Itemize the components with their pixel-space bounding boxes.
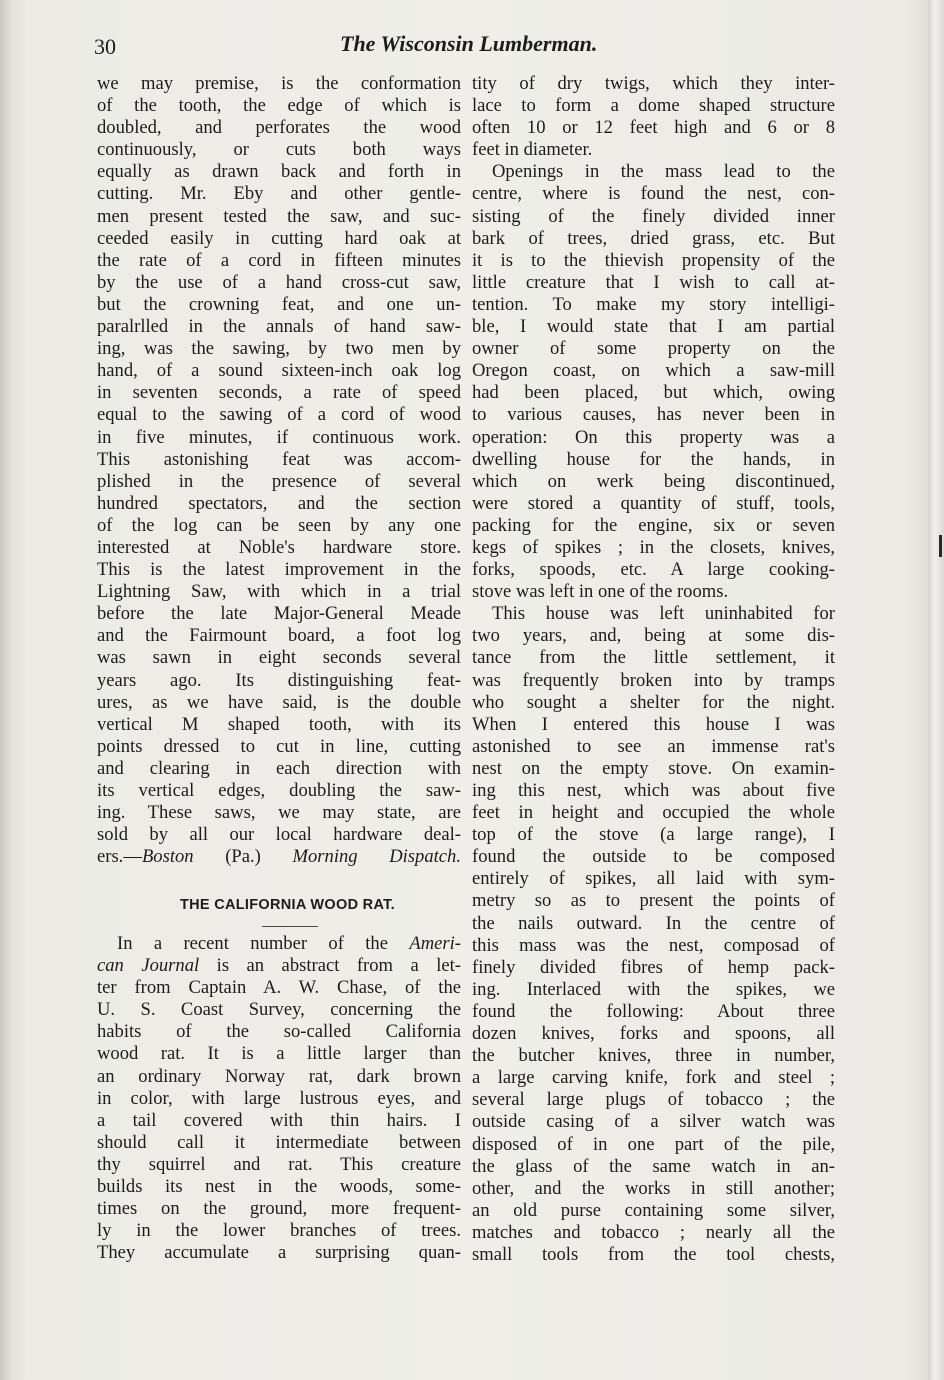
text-line: This house was left uninhabited for <box>492 603 835 625</box>
text-line: cutting. Mr. Eby and other gentle- <box>97 183 461 205</box>
text-line: vertical M shaped tooth, with its <box>97 713 461 735</box>
text-line: a large carving knife, fork and steel ; <box>472 1067 835 1089</box>
text-line: other, and the works in still another; <box>472 1177 835 1199</box>
text-line: U. S. Coast Survey, concerning the <box>97 999 461 1021</box>
text-line: an ordinary Norway rat, dark brown <box>97 1065 461 1087</box>
text-line: doubled, and perforates the wood <box>97 117 461 139</box>
text-line: packing for the engine, six or seven <box>472 514 835 536</box>
text-line: were stored a quantity of stuff, tools, <box>472 492 835 514</box>
edge-mark <box>939 535 942 557</box>
text-line: lace to form a dome shaped structure <box>472 95 835 117</box>
page-header <box>0 28 944 68</box>
text-line: paralrlled in the annals of hand saw- <box>97 316 461 338</box>
text-line: years ago. Its distinguishing feat- <box>97 669 461 691</box>
article-title: THE CALIFORNIA WOOD RAT. <box>180 897 396 913</box>
left-column <box>97 73 461 868</box>
text-line: of the tooth, the edge of which is <box>97 95 461 117</box>
text-line: When I entered this house I was <box>472 713 835 735</box>
text-line: metry so as to present the points of <box>472 890 835 912</box>
text-line <box>97 955 461 977</box>
text-line: the rate of a cord in fifteen minutes <box>97 249 461 271</box>
text-line: its vertical edges, doubling the saw- <box>97 780 461 801</box>
text-line: little creature that I wish to call at- <box>472 271 835 293</box>
text-line: had been placed, but which, owing <box>472 382 835 404</box>
text-line: feet in diameter. <box>472 139 593 161</box>
page-left-edge <box>0 0 12 1380</box>
page-number: 30 <box>94 34 116 59</box>
text-line: this mass was the nest, composad of <box>472 934 835 956</box>
text-line: plished in the presence of several <box>97 470 461 492</box>
text-line: outside casing of a silver watch was <box>472 1111 835 1133</box>
text-line: hundred spectators, and the section <box>97 492 461 514</box>
text-line: who sought a shelter for the night. <box>472 691 835 713</box>
text-line: the glass of the same watch in an- <box>472 1155 835 1177</box>
text-line: men present tested the saw, and suc- <box>97 205 461 227</box>
text-line: was frequently broken into by tramps <box>472 669 835 691</box>
text-line: in color, with large lustrous eyes, and <box>97 1087 461 1109</box>
text-line: Oregon coast, on which a saw-mill <box>472 360 835 382</box>
text-line: sisting of the finely divided inner <box>472 205 835 227</box>
text-line: astonished to see an immense rat's <box>472 735 835 757</box>
text-line: points dressed to cut in line, cutting <box>97 735 461 757</box>
text-line: entirely of spikes, all laid with sym- <box>472 868 835 890</box>
text-line: ble, I would state that I am partial <box>472 316 835 338</box>
journal-name-part: can Journal <box>97 955 200 977</box>
text-line: which on werk being discontinued, <box>472 470 835 492</box>
citation-city: Boston <box>141 846 194 868</box>
text-line: interested at Noble's hardware store. <box>97 536 461 558</box>
text-line: feet in height and occupied the whole <box>472 802 835 824</box>
text-line: the butcher knives, three in number, <box>472 1045 835 1067</box>
text-line: kegs of spikes ; in the closets, knives, <box>472 536 835 558</box>
text-line: ures, as we have said, is the double <box>97 691 461 713</box>
text-line: the nails outward. In the centre of <box>472 912 835 934</box>
text-line: hand, of a sound sixteen-inch oak log <box>97 360 461 382</box>
text-line: Openings in the mass lead to the <box>492 161 835 183</box>
text-line: ly in the lower branches of trees. <box>97 1220 461 1242</box>
text-line: and the Fairmount board, a foot log <box>97 625 461 647</box>
text-line: ing. These saws, we may state, are <box>97 802 461 824</box>
text-line: tance from the little settlement, it <box>472 647 835 669</box>
text-line: finely divided fibres of hemp pack- <box>472 956 835 978</box>
text-line: operation: On this property was a <box>472 426 835 448</box>
text-line: by the use of a hand cross-cut saw, <box>97 271 461 293</box>
text-line: found the outside to be composed <box>472 846 835 868</box>
text-line: wood rat. It is a little larger than <box>97 1043 461 1065</box>
text-line: dozen knives, forks and spoons, all <box>472 1023 835 1045</box>
text-line: This astonishing feat was accom- <box>97 448 461 470</box>
title-rule <box>262 926 318 927</box>
text-line: of the log can be seen by any one <box>97 514 461 536</box>
text-line: equally as drawn back and forth in <box>97 161 461 183</box>
text-line: ing this nest, which was about five <box>472 780 835 801</box>
text-line: builds its nest in the woods, some- <box>97 1176 461 1198</box>
text-line: ing, was the sawing, by two men by <box>97 338 461 360</box>
text-line: nest on the empty stove. On examin- <box>472 757 835 779</box>
article-intro <box>97 933 461 1264</box>
text-line: a tail covered with thin hairs. I <box>97 1109 461 1131</box>
text-line: small tools from the tool chests, <box>472 1243 835 1265</box>
text-line: Lightning Saw, with which in a trial <box>97 581 461 603</box>
text-line: it is to the thievish propensity of the <box>472 249 835 271</box>
text-line: tention. To make my story intelligi- <box>472 293 835 315</box>
text-line: we may premise, is the conformation <box>97 73 461 94</box>
intro-pre: In a recent number of the <box>117 933 410 954</box>
text-line: ceeded easily in cutting hard oak at <box>97 227 461 249</box>
text-line: bark of trees, dried grass, etc. But <box>472 227 835 249</box>
text-line: forks, spoods, etc. A large cooking- <box>472 559 835 581</box>
text-line: should call it intermediate between <box>97 1131 461 1153</box>
citation-paper: Morning Dispatch. <box>292 846 461 868</box>
text-line: before the late Major-General Meade <box>97 603 461 625</box>
text-line: ing. Interlaced with the spikes, we <box>472 978 835 1000</box>
text-line: two years, and, being at some dis- <box>472 625 835 647</box>
text-line: They accumulate a surprising quan- <box>97 1242 461 1264</box>
right-column <box>472 73 835 1266</box>
text-line: ter from Captain A. W. Chase, of the <box>97 977 461 999</box>
running-title: The Wisconsin Lumberman. <box>340 31 598 56</box>
text-line: tity of dry twigs, which they inter- <box>472 73 835 94</box>
text-line: dwelling house for the hands, in <box>472 448 835 470</box>
text-line: was sawn in eight seconds several <box>97 647 461 669</box>
text-line: in seventen seconds, a rate of speed <box>97 382 461 404</box>
text-line: stove was left in one of the rooms. <box>472 581 729 603</box>
text-line: in five minutes, if continuous work. <box>97 426 461 448</box>
source-citation-line <box>97 846 461 868</box>
intro-post: is an abstract from a let- <box>199 955 461 977</box>
text-line: top of the stove (a large range), I <box>472 824 835 846</box>
journal-name-part: Ameri- <box>409 933 461 954</box>
text-line: an old purse containing some silver, <box>472 1199 835 1221</box>
text-line: often 10 or 12 feet high and 6 or 8 <box>472 117 835 139</box>
text-line: matches and tobacco ; nearly all the <box>472 1221 835 1243</box>
text-line: centre, where is found the nest, con- <box>472 183 835 205</box>
text-line: equal to the sawing of a cord of wood <box>97 404 461 426</box>
page-right-edge <box>928 0 944 1380</box>
text-line: several large plugs of tobacco ; the <box>472 1089 835 1111</box>
text-line: continuously, or cuts both ways <box>97 139 461 161</box>
text-line: and clearing in each direction with <box>97 757 461 779</box>
text-line: times on the ground, more frequent- <box>97 1198 461 1220</box>
text-line: but the crowning feat, and one un- <box>97 293 461 315</box>
text-line: found the following: About three <box>472 1000 835 1022</box>
text-line: to various causes, has never been in <box>472 404 835 426</box>
citation-state: (Pa.) <box>193 846 293 868</box>
text-line: disposed of in one part of the pile, <box>472 1133 835 1155</box>
text-line: thy squirrel and rat. This creature <box>97 1153 461 1175</box>
citation-prefix: ers.— <box>97 846 142 868</box>
text-line: habits of the so-called California <box>97 1021 461 1043</box>
text-line <box>97 933 461 955</box>
text-line: owner of some property on the <box>472 338 835 360</box>
text-line: sold by all our local hardware deal- <box>97 824 461 846</box>
text-line: This is the latest improvement in the <box>97 559 461 581</box>
